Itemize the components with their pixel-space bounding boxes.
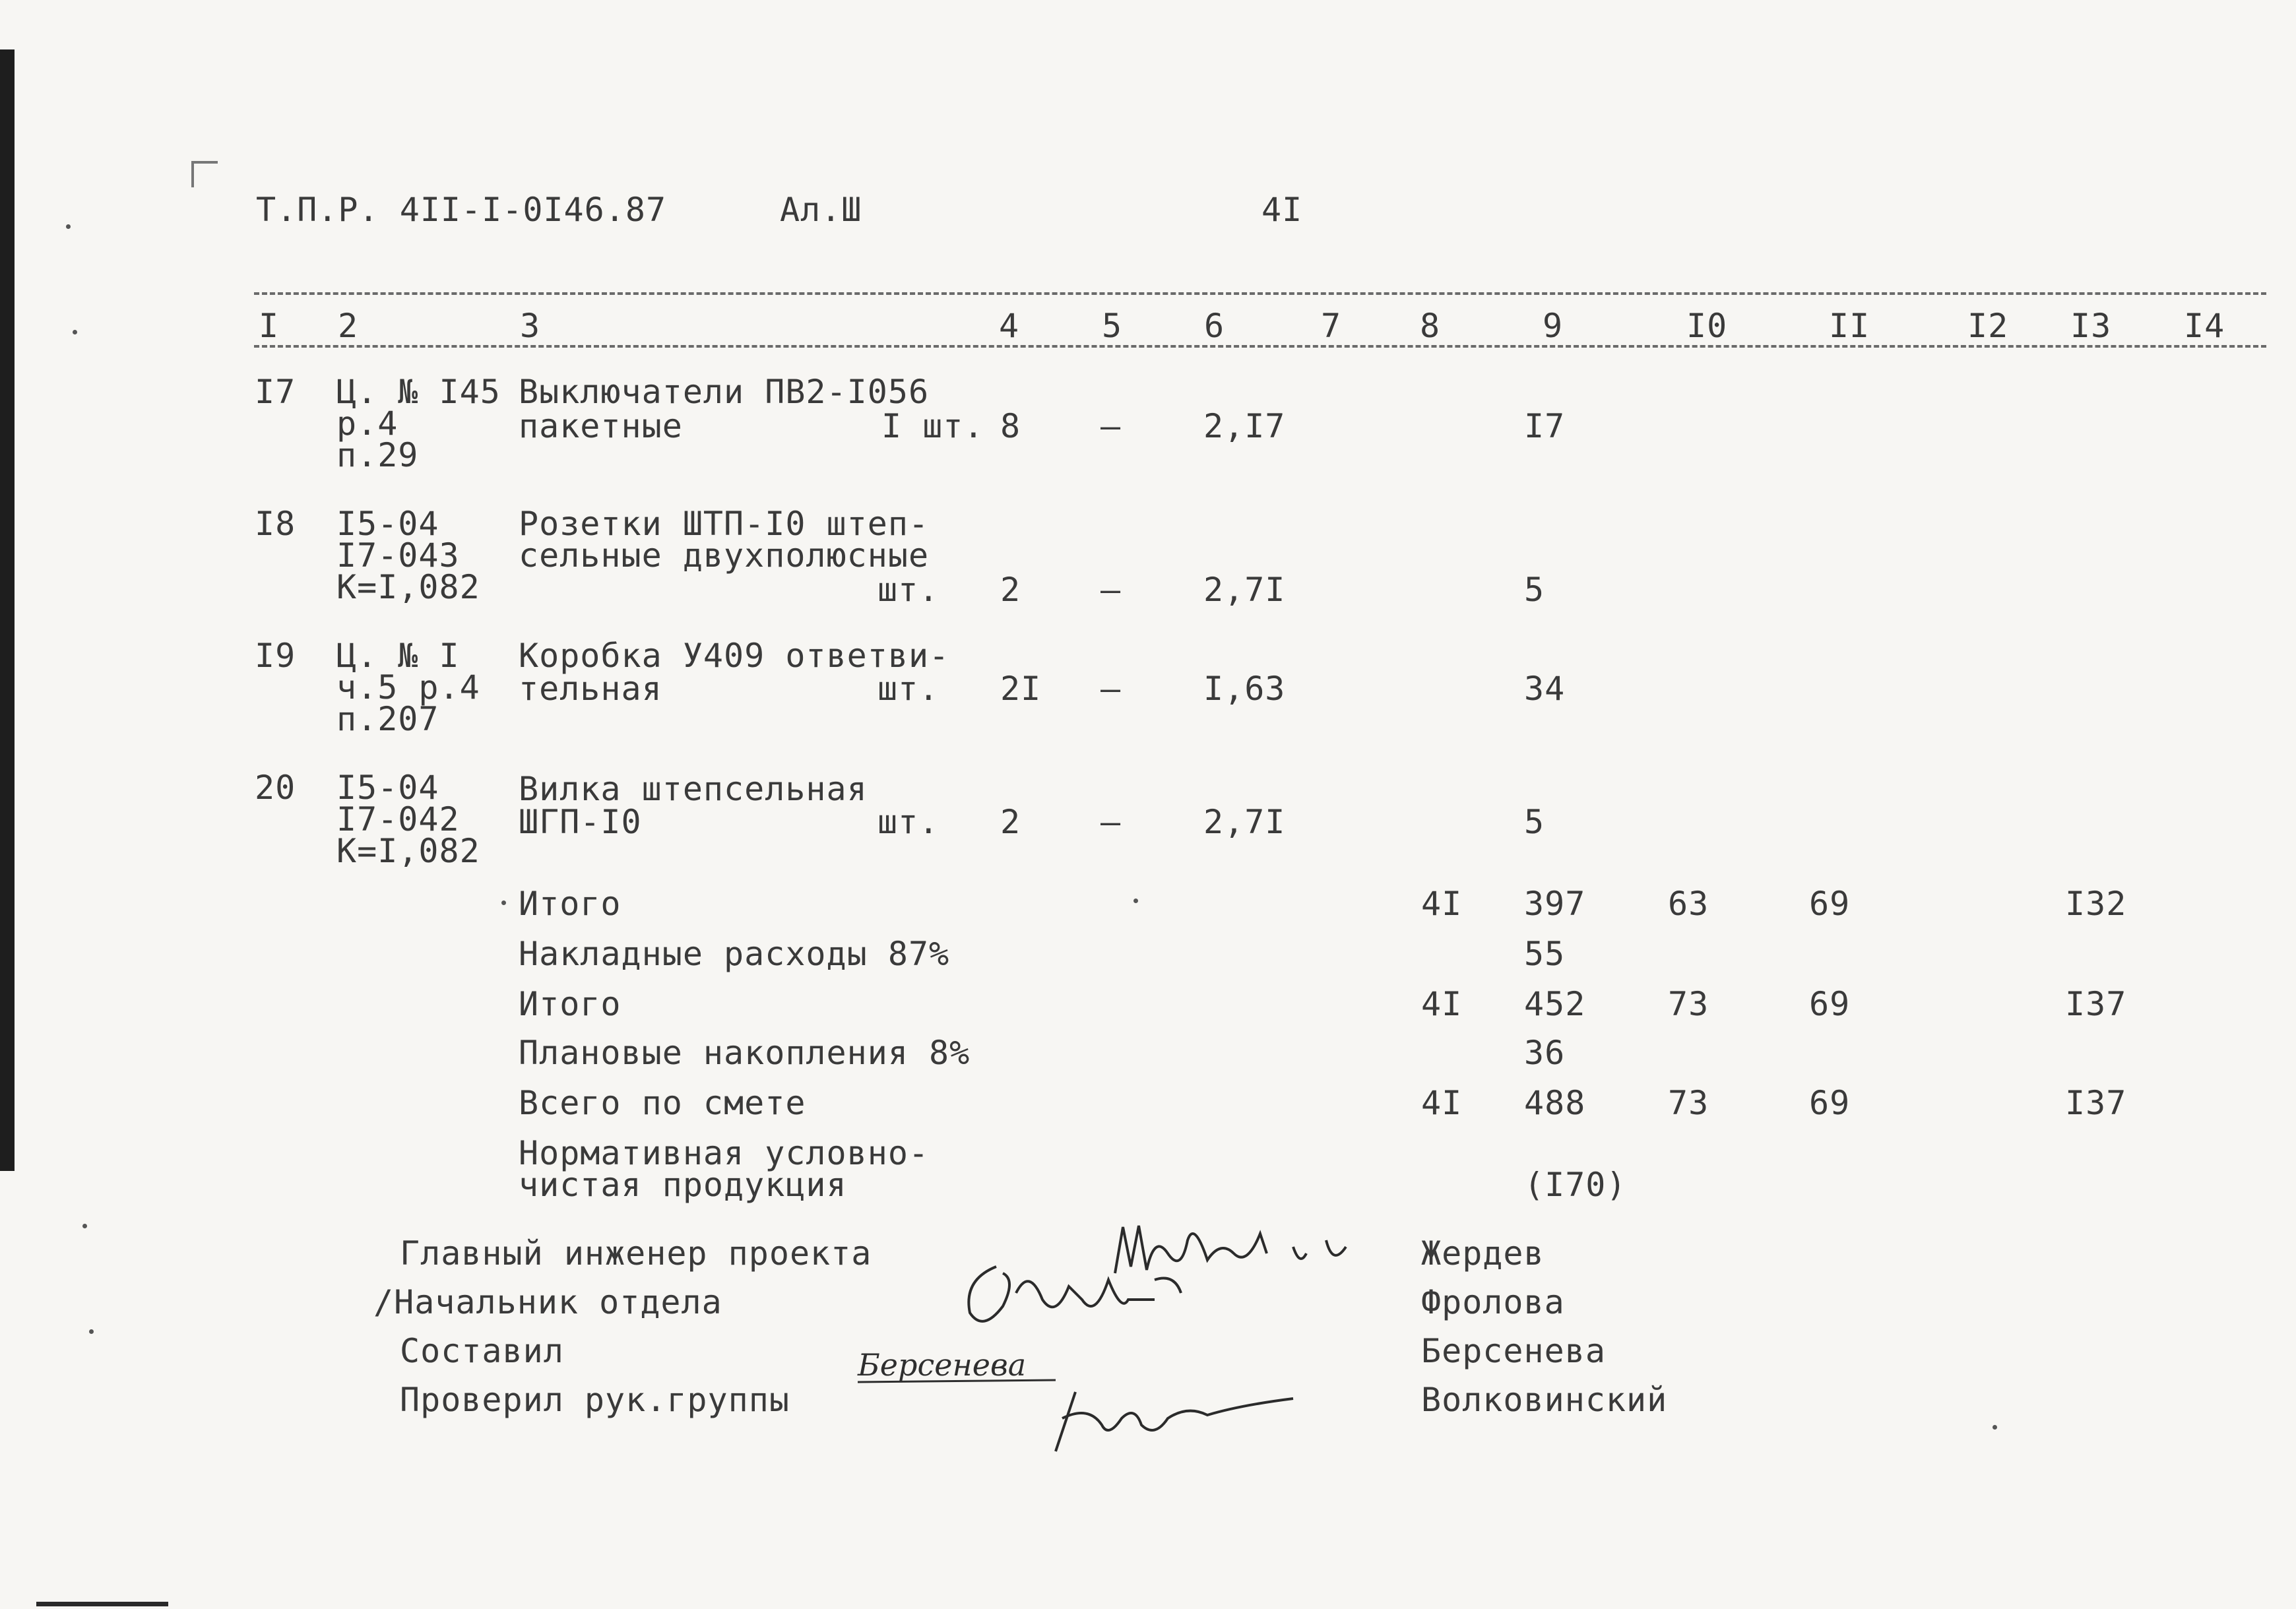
album-number: Ал.Ш — [780, 191, 862, 229]
row-reference: р.4 — [336, 404, 399, 443]
header-rule-bottom — [254, 345, 2266, 348]
summary-col9: 488 — [1524, 1084, 1586, 1122]
row-quantity: 8 — [1000, 407, 1021, 445]
row-unit: I шт. — [881, 407, 984, 445]
row-name: Выключатели ПВ2-I056 — [519, 373, 930, 411]
column-header: 2 — [338, 307, 359, 345]
summary-col10: 73 — [1668, 985, 1709, 1023]
row-quantity: 2 — [1000, 571, 1021, 609]
row-name: ШГП-I0 — [519, 803, 642, 841]
signature-role: /Начальник отдела — [373, 1283, 722, 1321]
signature-role: Составил — [400, 1332, 564, 1370]
summary-col11: 69 — [1809, 985, 1851, 1023]
scan-speck — [66, 224, 71, 229]
row-name: тельная — [519, 670, 662, 708]
summary-col9: 397 — [1524, 885, 1586, 923]
row-reference: I5-04 — [336, 769, 439, 807]
row-reference: К=I,082 — [336, 832, 480, 870]
page-number: 4I — [1261, 191, 1303, 229]
signature-name: Жердев — [1421, 1234, 1545, 1273]
column-header: 8 — [1420, 307, 1441, 345]
row-name: Розетки ШТП-I0 штеп- — [519, 505, 930, 543]
summary-col8: 4I — [1421, 1084, 1463, 1122]
row-total: 34 — [1524, 670, 1566, 708]
row-quantity: 2 — [1000, 803, 1021, 841]
summary-col13: I37 — [2065, 1084, 2127, 1122]
handwritten-name-text: Берсенева — [858, 1347, 1027, 1383]
column-header: 4 — [999, 307, 1020, 345]
row-reference: I7-043 — [336, 536, 460, 575]
row-reference: п.207 — [336, 700, 439, 738]
normative-value: (I70) — [1524, 1166, 1627, 1204]
column-header: 6 — [1204, 307, 1225, 345]
binding-edge — [0, 49, 15, 1171]
summary-col13: I32 — [2065, 885, 2127, 923]
column-header: I0 — [1686, 307, 1728, 345]
handwritten-signature — [957, 1253, 1234, 1348]
column-header: I4 — [2184, 307, 2225, 345]
row-col5: – — [1100, 670, 1122, 708]
summary-label: Накладные расходы 87% — [519, 935, 950, 973]
column-header: I — [259, 307, 280, 345]
scan-speck — [501, 900, 506, 905]
row-number: 20 — [255, 769, 296, 807]
summary-col8: 4I — [1421, 885, 1463, 923]
row-name: Коробка У409 ответви- — [519, 637, 950, 675]
row-total: 5 — [1524, 803, 1545, 841]
scan-edge-mark — [36, 1602, 168, 1606]
summary-label: Итого — [519, 885, 622, 923]
column-header: II — [1829, 307, 1870, 345]
row-price: 2,7I — [1203, 571, 1286, 609]
column-header: I3 — [2070, 307, 2112, 345]
row-number: I7 — [255, 373, 296, 411]
row-total: I7 — [1524, 407, 1566, 445]
row-price: 2,I7 — [1203, 407, 1286, 445]
signature-name: Берсенева — [1421, 1332, 1606, 1370]
summary-col10: 63 — [1668, 885, 1709, 923]
summary-label: Плановые накопления 8% — [519, 1034, 971, 1072]
normative-label: Нормативная условно- — [519, 1134, 930, 1172]
document-code: Т.П.Р. 4II-I-0I46.87 — [256, 191, 667, 229]
signature-role: Проверил рук.группы — [400, 1381, 790, 1419]
row-number: I8 — [255, 505, 296, 543]
signature-role: Главный инженер проекта — [400, 1234, 872, 1273]
signature-name: Волковинский — [1421, 1381, 1668, 1419]
row-number: I9 — [255, 637, 296, 675]
column-header: I2 — [1967, 307, 2009, 345]
row-reference: Ц. № I — [336, 637, 460, 675]
scan-speck — [1133, 899, 1138, 903]
row-reference: I7-042 — [336, 800, 460, 838]
row-price: 2,7I — [1203, 803, 1286, 841]
row-name: Вилка штепсельная — [519, 770, 868, 808]
summary-col9: 452 — [1524, 985, 1586, 1023]
corner-mark — [191, 161, 194, 187]
summary-col9: 36 — [1524, 1034, 1566, 1072]
corner-mark — [191, 161, 218, 164]
summary-col8: 4I — [1421, 985, 1463, 1023]
row-reference: ч.5 р.4 — [336, 668, 480, 707]
summary-col10: 73 — [1668, 1084, 1709, 1122]
normative-label: чистая продукция — [519, 1166, 847, 1204]
row-reference: I5-04 — [336, 505, 439, 543]
scan-speck — [1993, 1425, 1997, 1430]
header-rule-top — [254, 292, 2266, 295]
column-header: 5 — [1102, 307, 1123, 345]
row-unit: шт. — [877, 571, 940, 609]
summary-col13: I37 — [2065, 985, 2127, 1023]
row-unit: шт. — [877, 803, 940, 841]
row-name: сельные двухполюсные — [519, 536, 930, 575]
scan-speck — [82, 1224, 87, 1228]
row-reference: Ц. № I45 — [336, 373, 501, 411]
signature-name: Фролова — [1421, 1283, 1565, 1321]
scan-speck — [89, 1329, 94, 1334]
summary-label: Итого — [519, 985, 622, 1023]
row-reference: п.29 — [336, 436, 419, 474]
column-header: 9 — [1543, 307, 1564, 345]
row-name: пакетные — [519, 407, 683, 445]
handwritten-signature — [1029, 1379, 1306, 1467]
row-reference: К=I,082 — [336, 568, 480, 606]
scan-speck — [73, 330, 77, 334]
column-header: 3 — [520, 307, 541, 345]
summary-col11: 69 — [1809, 1084, 1851, 1122]
row-col5: – — [1100, 571, 1122, 609]
row-unit: шт. — [877, 670, 940, 708]
column-header: 7 — [1321, 307, 1342, 345]
row-col5: – — [1100, 407, 1122, 445]
summary-label: Всего по смете — [519, 1084, 806, 1122]
row-total: 5 — [1524, 571, 1545, 609]
summary-col9: 55 — [1524, 935, 1566, 973]
summary-col11: 69 — [1809, 885, 1851, 923]
row-col5: – — [1100, 803, 1122, 841]
row-price: I,63 — [1203, 670, 1286, 708]
row-quantity: 2I — [1000, 670, 1042, 708]
